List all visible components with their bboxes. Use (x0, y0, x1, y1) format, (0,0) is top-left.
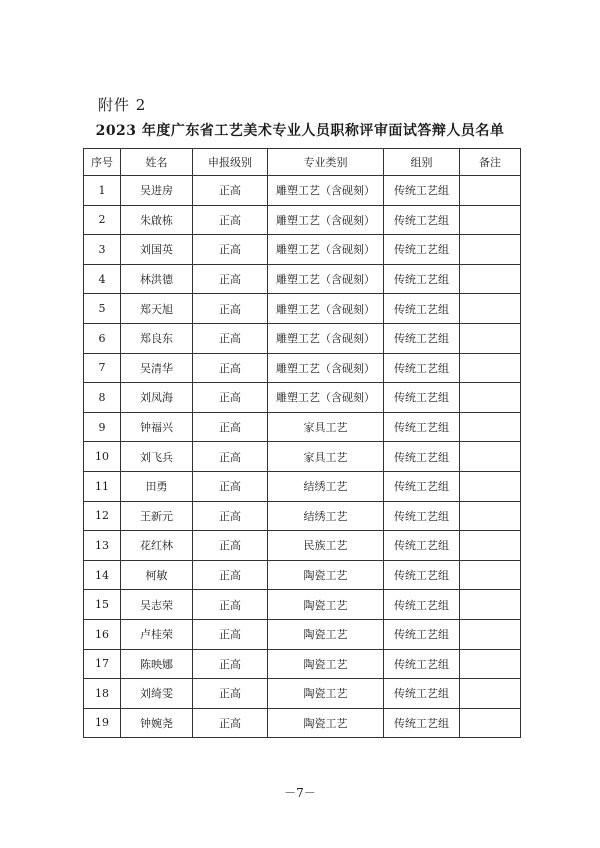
cell-category: 陶瓷工艺 (268, 708, 384, 738)
cell-category: 雕塑工艺（含砚刻） (268, 264, 384, 294)
cell-remarks (460, 471, 521, 501)
table-row (84, 235, 521, 265)
cell-remarks (460, 531, 521, 561)
cell-name: 吴清华 (121, 353, 193, 383)
table-row (84, 353, 521, 383)
cell-group: 传统工艺组 (384, 323, 460, 353)
cell-remarks (460, 649, 521, 679)
cell-level: 正高 (193, 501, 268, 531)
table-row (84, 442, 521, 472)
cell-index: 11 (84, 471, 121, 501)
cell-level: 正高 (193, 619, 268, 649)
cell-name: 郑天旭 (121, 294, 193, 324)
cell-level: 正高 (193, 353, 268, 383)
cell-group: 传统工艺组 (384, 264, 460, 294)
cell-level: 正高 (193, 590, 268, 620)
cell-name: 吴志荣 (121, 590, 193, 620)
cell-index: 7 (84, 353, 121, 383)
cell-group: 传统工艺组 (384, 560, 460, 590)
page-number: －7－ (284, 786, 316, 800)
cell-level: 正高 (193, 649, 268, 679)
cell-group: 传统工艺组 (384, 176, 460, 206)
table-row (84, 501, 521, 531)
table-row (84, 323, 521, 353)
cell-name: 陈映娜 (121, 649, 193, 679)
cell-group: 传统工艺组 (384, 442, 460, 472)
table-row (84, 176, 521, 206)
cell-level: 正高 (193, 531, 268, 561)
cell-name: 王新元 (121, 501, 193, 531)
cell-group: 传统工艺组 (384, 619, 460, 649)
cell-name: 朱啟栋 (121, 205, 193, 235)
cell-remarks (460, 590, 521, 620)
cell-name: 刘飞兵 (121, 442, 193, 472)
cell-level: 正高 (193, 442, 268, 472)
cell-remarks (460, 383, 521, 413)
cell-name: 柯敏 (121, 560, 193, 590)
cell-category: 陶瓷工艺 (268, 619, 384, 649)
cell-category: 结绣工艺 (268, 501, 384, 531)
cell-level: 正高 (193, 323, 268, 353)
table-row (84, 264, 521, 294)
cell-category: 陶瓷工艺 (268, 649, 384, 679)
cell-name: 钟福兴 (121, 412, 193, 442)
table-header-row (84, 149, 521, 176)
table-row (84, 412, 521, 442)
cell-group: 传统工艺组 (384, 353, 460, 383)
table-row (84, 205, 521, 235)
cell-index: 1 (84, 176, 121, 206)
cell-index: 3 (84, 235, 121, 265)
table-row (84, 560, 521, 590)
cell-remarks (460, 264, 521, 294)
table-row (84, 471, 521, 501)
table-row (84, 531, 521, 561)
cell-remarks (460, 708, 521, 738)
cell-remarks (460, 294, 521, 324)
cell-remarks (460, 560, 521, 590)
cell-name: 郑良东 (121, 323, 193, 353)
cell-category: 雕塑工艺（含砚刻） (268, 383, 384, 413)
cell-level: 正高 (193, 679, 268, 709)
cell-category: 陶瓷工艺 (268, 679, 384, 709)
cell-level: 正高 (193, 235, 268, 265)
cell-level: 正高 (193, 383, 268, 413)
cell-category: 雕塑工艺（含砚刻） (268, 294, 384, 324)
cell-index: 10 (84, 442, 121, 472)
cell-group: 传统工艺组 (384, 590, 460, 620)
cell-category: 家具工艺 (268, 442, 384, 472)
header-level: 申报级别 (193, 149, 268, 176)
cell-category: 民族工艺 (268, 531, 384, 561)
cell-category: 雕塑工艺（含砚刻） (268, 205, 384, 235)
cell-group: 传统工艺组 (384, 501, 460, 531)
table-row (84, 619, 521, 649)
cell-remarks (460, 323, 521, 353)
cell-name: 钟婉尧 (121, 708, 193, 738)
cell-group: 传统工艺组 (384, 649, 460, 679)
cell-category: 陶瓷工艺 (268, 590, 384, 620)
candidate-table (83, 148, 521, 738)
cell-category: 家具工艺 (268, 412, 384, 442)
cell-name: 刘绮雯 (121, 679, 193, 709)
cell-group: 传统工艺组 (384, 205, 460, 235)
header-index: 序号 (84, 149, 121, 176)
cell-level: 正高 (193, 264, 268, 294)
cell-remarks (460, 501, 521, 531)
cell-name: 刘凤海 (121, 383, 193, 413)
cell-category: 雕塑工艺（含砚刻） (268, 323, 384, 353)
cell-name: 花红林 (121, 531, 193, 561)
cell-category: 雕塑工艺（含砚刻） (268, 353, 384, 383)
header-category: 专业类别 (268, 149, 384, 176)
cell-group: 传统工艺组 (384, 679, 460, 709)
cell-category: 结绣工艺 (268, 471, 384, 501)
cell-index: 13 (84, 531, 121, 561)
header-name: 姓名 (121, 149, 193, 176)
cell-category: 陶瓷工艺 (268, 560, 384, 590)
cell-remarks (460, 619, 521, 649)
cell-remarks (460, 235, 521, 265)
cell-level: 正高 (193, 205, 268, 235)
cell-remarks (460, 442, 521, 472)
cell-name: 卢桂荣 (121, 619, 193, 649)
cell-name: 田勇 (121, 471, 193, 501)
document-title: 2023 年度广东省工艺美术专业人员职称评审面试答辩人员名单 (95, 123, 505, 139)
cell-remarks (460, 679, 521, 709)
cell-remarks (460, 205, 521, 235)
cell-index: 17 (84, 649, 121, 679)
header-group: 组别 (384, 149, 460, 176)
cell-group: 传统工艺组 (384, 531, 460, 561)
cell-index: 4 (84, 264, 121, 294)
cell-index: 15 (84, 590, 121, 620)
cell-group: 传统工艺组 (384, 412, 460, 442)
cell-category: 雕塑工艺（含砚刻） (268, 176, 384, 206)
cell-index: 18 (84, 679, 121, 709)
cell-index: 2 (84, 205, 121, 235)
cell-level: 正高 (193, 176, 268, 206)
cell-name: 刘国英 (121, 235, 193, 265)
cell-index: 5 (84, 294, 121, 324)
cell-remarks (460, 412, 521, 442)
table-row (84, 708, 521, 738)
cell-group: 传统工艺组 (384, 383, 460, 413)
cell-index: 8 (84, 383, 121, 413)
attachment-label: 附件 2 (98, 96, 147, 114)
cell-group: 传统工艺组 (384, 708, 460, 738)
cell-category: 雕塑工艺（含砚刻） (268, 235, 384, 265)
cell-index: 14 (84, 560, 121, 590)
table-row (84, 294, 521, 324)
table-row (84, 649, 521, 679)
cell-level: 正高 (193, 294, 268, 324)
cell-name: 林洪德 (121, 264, 193, 294)
cell-remarks (460, 176, 521, 206)
cell-index: 19 (84, 708, 121, 738)
cell-level: 正高 (193, 471, 268, 501)
header-remarks: 备注 (460, 149, 521, 176)
cell-level: 正高 (193, 708, 268, 738)
cell-index: 9 (84, 412, 121, 442)
cell-level: 正高 (193, 560, 268, 590)
cell-group: 传统工艺组 (384, 294, 460, 324)
cell-index: 16 (84, 619, 121, 649)
cell-index: 6 (84, 323, 121, 353)
cell-group: 传统工艺组 (384, 235, 460, 265)
table-row (84, 590, 521, 620)
cell-index: 12 (84, 501, 121, 531)
table-row (84, 383, 521, 413)
cell-name: 吴进房 (121, 176, 193, 206)
table-row (84, 679, 521, 709)
cell-remarks (460, 353, 521, 383)
cell-level: 正高 (193, 412, 268, 442)
cell-group: 传统工艺组 (384, 471, 460, 501)
